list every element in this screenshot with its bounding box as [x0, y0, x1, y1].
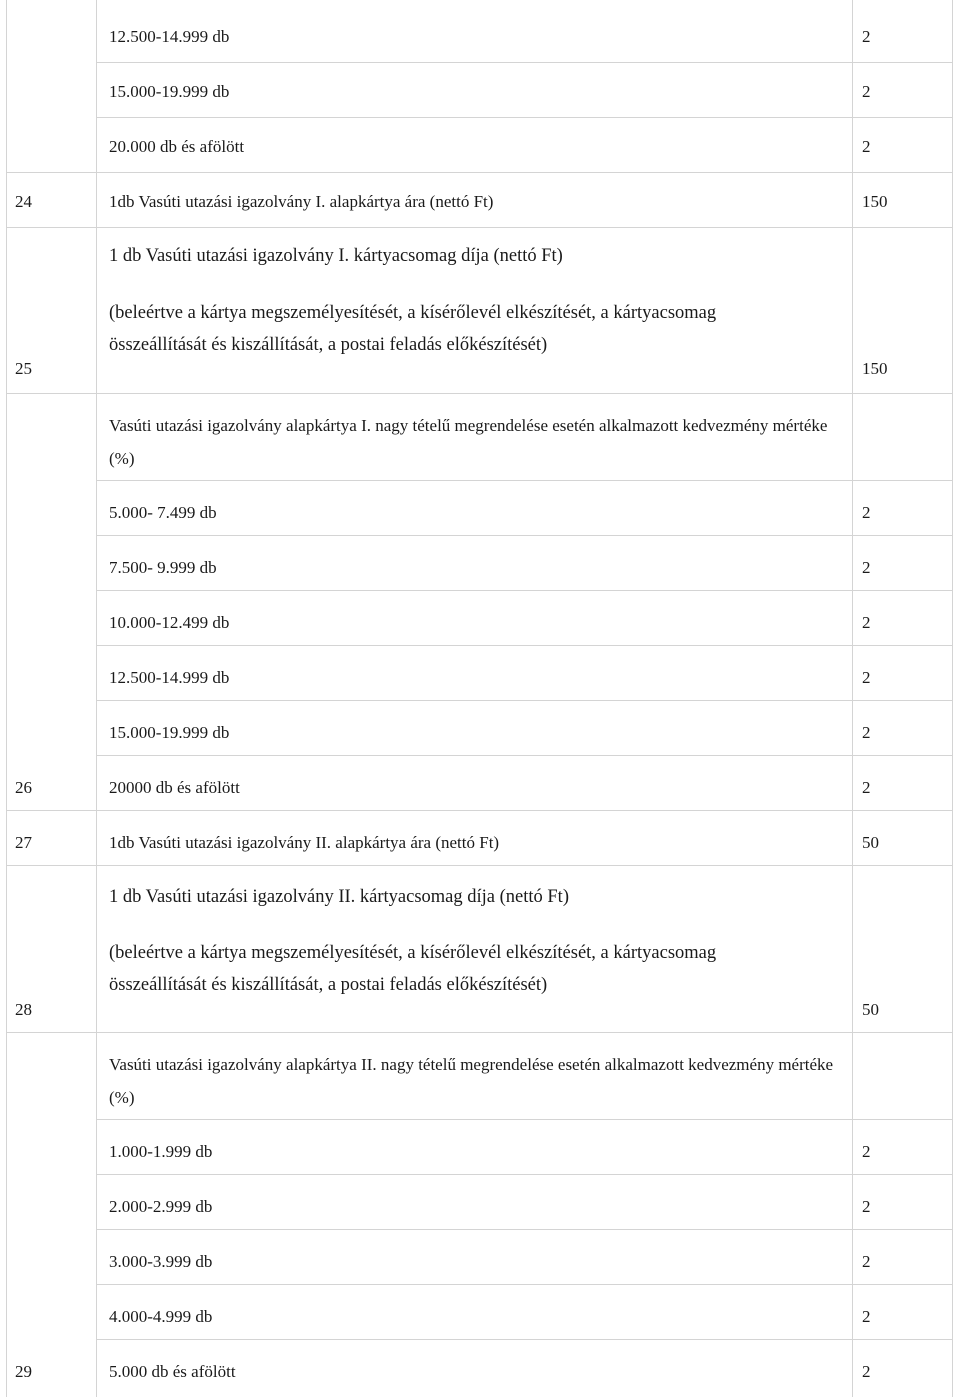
discount-heading: Vasúti utazási igazolvány alapkártya I. nagy tételű megrendelése esetén alkalmazott kedvezmény mértéke	[109, 416, 828, 435]
tier-value: 2	[862, 558, 871, 577]
tier-label: 15.000-19.999 db	[109, 723, 230, 742]
tier-label: 1.000-1.999 db	[109, 1142, 213, 1161]
row-description: (beleértve a kártya megszemélyesítését, a kísérőlevél elkészítését, a kártyacsomag	[109, 943, 717, 963]
tier-label: 5.000- 7.499 db	[109, 503, 217, 522]
tier-value: 2	[862, 1142, 871, 1161]
tier-value: 2	[862, 668, 871, 687]
row-label: 1db Vasúti utazási igazolvány II. alapkártya ára (nettó Ft)	[109, 833, 500, 852]
row-label: 15.000-19.999 db	[109, 82, 230, 101]
row-divider	[6, 1032, 953, 1033]
row-divider	[96, 535, 953, 536]
tier-value: 2	[862, 723, 871, 742]
discount-heading: Vasúti utazási igazolvány alapkártya II. nagy tételű megrendelése esetén alkalmazott kedvezmény mértéke	[109, 1055, 834, 1074]
tier-label: 10.000-12.499 db	[109, 613, 230, 632]
tier-value: 2	[862, 1307, 871, 1326]
row-description: összeállítását és kiszállítását, a postai feladás előkészítését)	[109, 975, 548, 995]
row-number: 28	[15, 1000, 32, 1019]
row-description: összeállítását és kiszállítását, a postai feladás előkészítését)	[109, 335, 548, 355]
row-value: 150	[862, 192, 888, 211]
tier-value: 2	[862, 503, 871, 522]
tier-value: 2	[862, 1252, 871, 1271]
row-title: 1 db Vasúti utazási igazolvány I. kártyacsomag díja (nettó Ft)	[109, 246, 563, 266]
row-value: 2	[862, 27, 871, 46]
table-border-col2	[852, 0, 853, 1397]
row-divider	[6, 172, 953, 173]
tier-label: 2.000-2.999 db	[109, 1197, 213, 1216]
row-divider	[96, 1339, 953, 1340]
row-divider	[96, 700, 953, 701]
row-number: 26	[15, 778, 32, 797]
row-label: 20.000 db és afölött	[109, 137, 245, 156]
row-divider	[96, 1284, 953, 1285]
row-divider	[96, 480, 953, 481]
row-value: 50	[862, 1000, 879, 1019]
discount-heading-unit: (%)	[109, 449, 135, 468]
row-title: 1 db Vasúti utazási igazolvány II. kártyacsomag díja (nettó Ft)	[109, 887, 569, 907]
row-divider	[96, 62, 953, 63]
table-border-col1	[96, 0, 97, 1397]
row-label: 12.500-14.999 db	[109, 27, 230, 46]
row-divider	[6, 393, 953, 394]
table-border-left	[6, 0, 7, 1397]
row-number: 27	[15, 833, 32, 852]
row-number: 24	[15, 192, 32, 211]
tier-value: 2	[862, 613, 871, 632]
tier-label: 20000 db és afölött	[109, 778, 240, 797]
row-value: 2	[862, 137, 871, 156]
tier-label: 4.000-4.999 db	[109, 1307, 213, 1326]
tier-label: 7.500- 9.999 db	[109, 558, 217, 577]
row-description: (beleértve a kártya megszemélyesítését, a kísérőlevél elkészítését, a kártyacsomag	[109, 303, 717, 323]
tier-value: 2	[862, 778, 871, 797]
row-divider	[96, 590, 953, 591]
row-value: 150	[862, 359, 888, 378]
row-divider	[96, 1174, 953, 1175]
tier-label: 3.000-3.999 db	[109, 1252, 213, 1271]
discount-heading-unit: (%)	[109, 1088, 135, 1107]
tier-value: 2	[862, 1197, 871, 1216]
table-border-right	[952, 0, 953, 1397]
row-divider	[96, 117, 953, 118]
row-divider	[6, 227, 953, 228]
row-divider	[96, 1119, 953, 1120]
tier-value: 2	[862, 1362, 871, 1381]
row-value: 2	[862, 82, 871, 101]
row-divider	[6, 865, 953, 866]
row-number: 25	[15, 359, 32, 378]
row-divider	[96, 645, 953, 646]
row-divider	[96, 1229, 953, 1230]
tier-label: 12.500-14.999 db	[109, 668, 230, 687]
row-value: 50	[862, 833, 879, 852]
row-number: 29	[15, 1362, 32, 1381]
row-divider	[6, 810, 953, 811]
row-label: 1db Vasúti utazási igazolvány I. alapkártya ára (nettó Ft)	[109, 192, 494, 211]
row-divider	[96, 755, 953, 756]
tier-label: 5.000 db és afölött	[109, 1362, 236, 1381]
